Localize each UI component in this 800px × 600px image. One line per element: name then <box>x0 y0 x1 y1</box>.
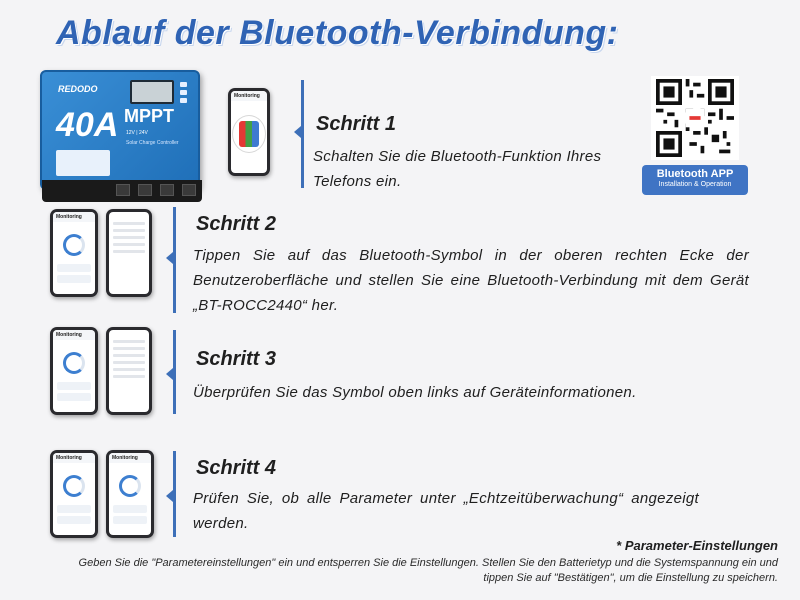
phone-appbar: Monitoring <box>231 91 267 101</box>
phone-appbar: Monitoring <box>53 212 95 222</box>
device-voltage: 12V | 24V <box>126 130 148 136</box>
bluetooth-app-label: Bluetooth APP <box>656 168 734 180</box>
footer-title: * Parameter-Einstellungen <box>616 538 778 553</box>
footer-text: Geben Sie die "Parametereinstellungen" ein und entsperren Sie die Einstellungen. Stellen Sie den Batterietyp und die Systemspannung ein und tippen Sie auf "Bestätigen", um die Einstellung zu speichern. <box>78 557 778 584</box>
bluetooth-app-badge[interactable] <box>642 165 748 195</box>
device-terminals <box>42 180 202 202</box>
qr-code <box>651 76 739 160</box>
step4-title: Schritt 4 <box>196 457 277 479</box>
step2-title: Schritt 2 <box>196 213 277 235</box>
device-model: MPPT <box>124 106 175 126</box>
step1-title: Schritt 1 <box>316 113 397 135</box>
phone-step4-b <box>106 450 154 538</box>
device-brand: REDODO <box>58 84 98 94</box>
device-subtitle: Solar Charge Controller <box>126 140 179 146</box>
qr-code-icon <box>654 79 736 157</box>
phone-step2-b <box>106 209 152 297</box>
phone-appbar: Monitoring <box>109 453 151 463</box>
step1-pointer <box>294 126 301 138</box>
phone-appbar: Monitoring <box>53 453 95 463</box>
step3-divider <box>173 330 176 414</box>
device-lcd <box>130 80 174 104</box>
step2-text: Tippen Sie auf das Bluetooth-Symbol in der oberen rechten Ecke der Benutzeroberfläche und stellen Sie eine Bluetooth-Verbindung mit dem Gerät „BT-ROCC2440“ her. <box>193 247 749 314</box>
step3-text: Überprüfen Sie das Symbol oben links auf Geräteinformationen. <box>193 384 637 401</box>
page-title: Ablauf der Bluetooth-Verbindung: <box>56 14 619 52</box>
phone-step3-a <box>50 327 98 415</box>
gauge-icon <box>63 352 85 374</box>
step1-text: Schalten Sie die Bluetooth-Funktion Ihres Telefons ein. <box>313 148 602 190</box>
charge-controller-image <box>40 70 200 190</box>
step2-divider <box>173 207 176 313</box>
phone-step2-a <box>50 209 98 297</box>
bluetooth-app-icon <box>239 121 259 147</box>
gauge-icon <box>63 234 85 256</box>
step4-text: Prüfen Sie, ob alle Parameter unter „Echtzeitüberwachung“ angezeigt werden. <box>193 490 699 532</box>
step3-title: Schritt 3 <box>196 348 277 370</box>
device-buttons <box>180 82 188 106</box>
step2-pointer <box>166 252 173 264</box>
device-label-plate <box>56 150 110 176</box>
step4-divider <box>173 451 176 537</box>
device-amperage: 40A <box>56 106 119 144</box>
bluetooth-app-sublabel: Installation & Operation <box>658 181 732 188</box>
gauge-icon <box>119 475 141 497</box>
phone-step4-a <box>50 450 98 538</box>
gauge-icon <box>63 475 85 497</box>
step3-pointer <box>166 368 173 380</box>
step1-divider <box>301 80 304 188</box>
phone-step1 <box>228 88 270 176</box>
phone-appbar: Monitoring <box>53 330 95 340</box>
phone-step3-b <box>106 327 152 415</box>
step4-pointer <box>166 490 173 502</box>
